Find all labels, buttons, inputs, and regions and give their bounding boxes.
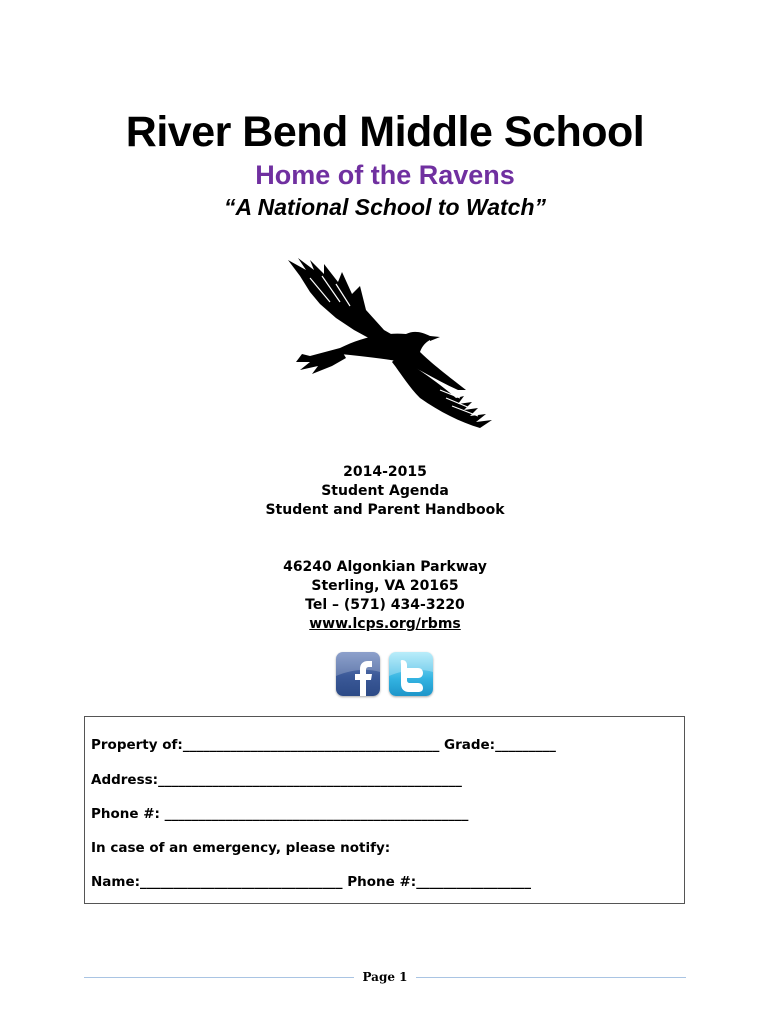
address-row: [91, 772, 462, 788]
emergency-row: [91, 840, 390, 856]
handbook-label: Student and Parent Handbook: [265, 502, 505, 518]
property-field[interactable]: ______________________________________: [182, 737, 440, 753]
property-row: [91, 737, 556, 753]
phone-field[interactable]: _____________________________________________: [164, 806, 469, 822]
school-name: River Bend Middle School: [125, 108, 645, 156]
school-motto: “A National School to Watch”: [223, 194, 546, 220]
contact-phone-field[interactable]: _________________: [416, 874, 531, 890]
page-number: Page 1: [362, 970, 408, 984]
name-label: Name:: [91, 874, 141, 890]
website-link[interactable]: www.lcps.org/rbms: [309, 616, 461, 632]
grade-label: Grade:: [439, 737, 496, 753]
contact-info: [0, 558, 770, 634]
phone-number: Tel – (571) 434-3220: [305, 597, 465, 613]
handbook-info: [0, 463, 770, 520]
phone-label: Phone #:: [91, 806, 165, 822]
grade-field[interactable]: _________: [495, 737, 556, 753]
emergency-label: In case of an emergency, please notify:: [91, 840, 391, 856]
twitter-icon[interactable]: [389, 652, 433, 696]
social-icons: [336, 652, 433, 696]
school-year: 2014-2015: [343, 464, 427, 480]
city-state-zip: Sterling, VA 20165: [311, 578, 459, 594]
property-form: [84, 716, 685, 904]
property-label: Property of:: [91, 737, 183, 753]
contact-name-row: [91, 874, 531, 890]
street-address: 46240 Algonkian Parkway: [283, 559, 487, 575]
school-tagline: Home of the Ravens: [255, 160, 515, 190]
page-footer: [84, 968, 686, 988]
phone-row: [91, 806, 468, 822]
raven-logo-icon: [280, 258, 505, 428]
address-label: Address:: [91, 772, 159, 788]
name-field[interactable]: ______________________________: [140, 874, 343, 890]
address-field[interactable]: _____________________________________________: [158, 772, 462, 788]
contact-phone-label: Phone #:: [342, 874, 417, 890]
facebook-icon[interactable]: [336, 652, 380, 696]
agenda-label: Student Agenda: [321, 483, 449, 499]
